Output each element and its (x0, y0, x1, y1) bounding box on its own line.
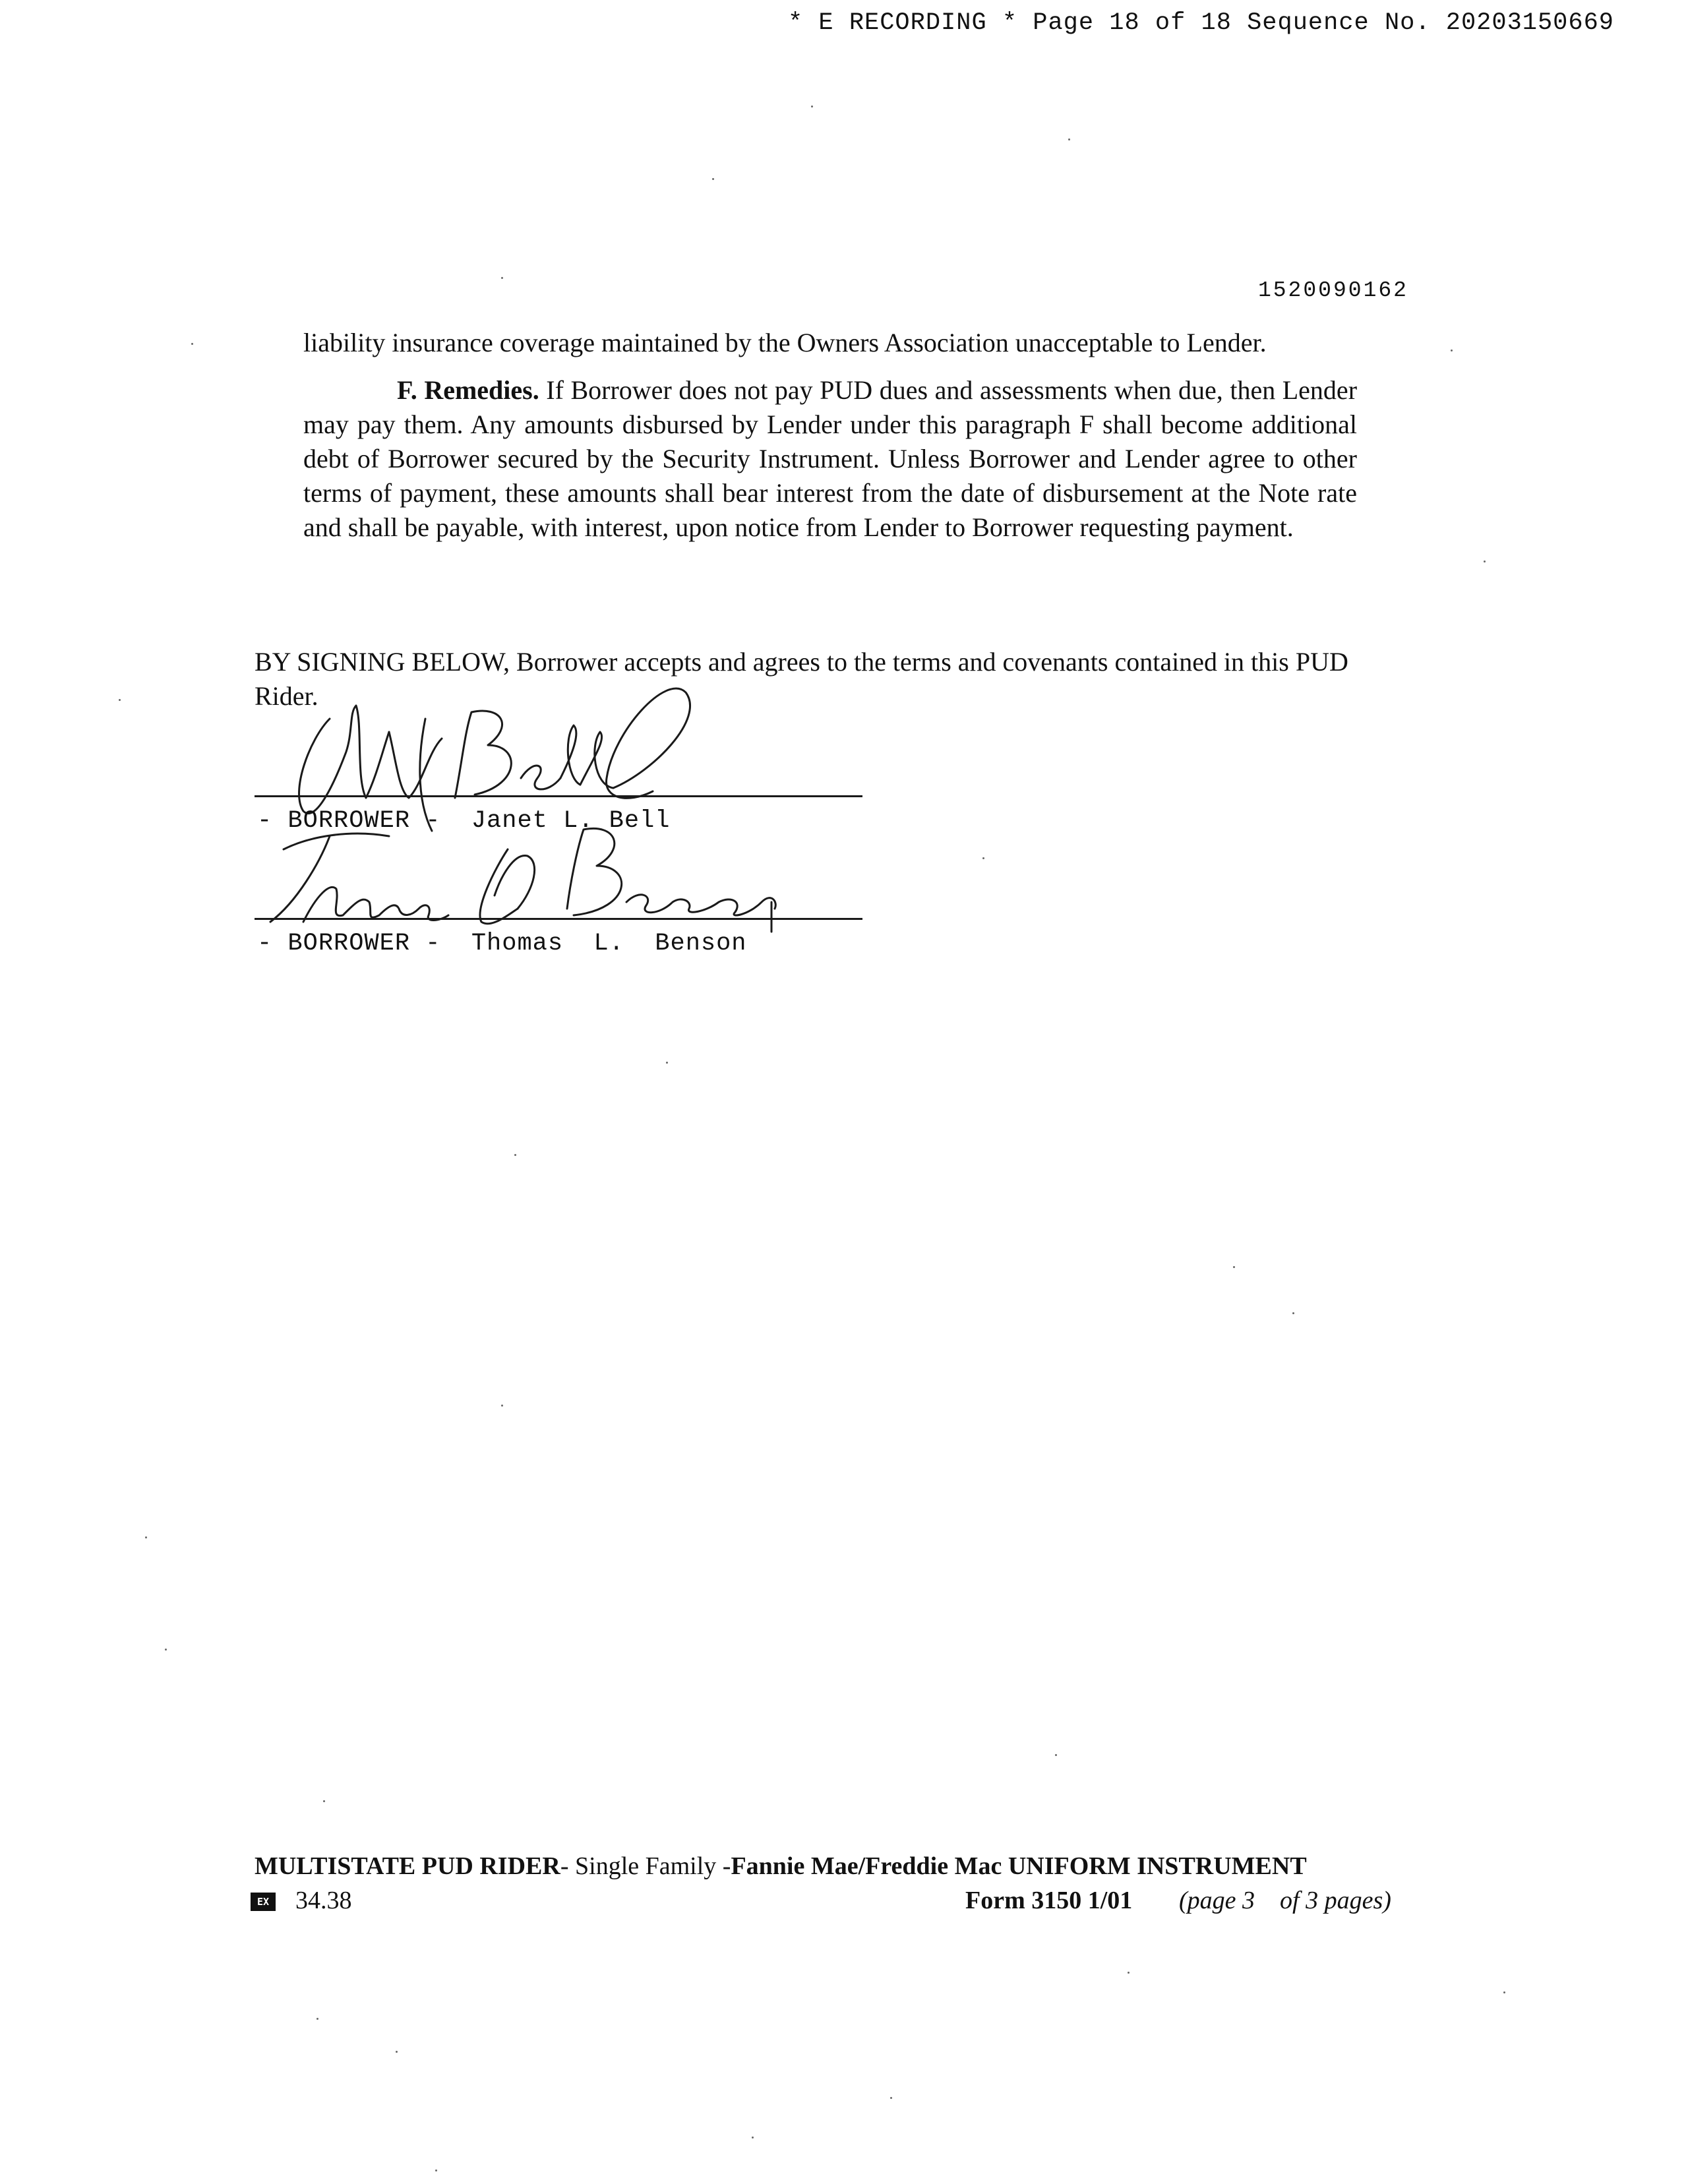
form-title-middle: - Single Family - (560, 1852, 731, 1880)
remedies-text: If Borrower does not pay PUD dues and assessments when due, then Lender may pay them. Any amounts disbursed by Lender under this paragraph F shall become additional debt of Borrower secured by the Security Instrument. Unless Borrower and Lender agree to other terms of payment, these amounts shall bear interest from the date of disbursement at the Note rate and shall be payable, with interest, upon notice from Lender to Borrower requesting payment. (303, 375, 1358, 542)
form-number: Form 3150 1/01 (965, 1887, 1133, 1914)
form-logo-icon: EX (251, 1893, 276, 1911)
form-title (255, 1852, 1307, 1881)
signature-line (255, 918, 862, 920)
recording-header: * E RECORDING * Page 18 of 18 Sequence No. 20203150669 (788, 9, 1614, 37)
continuation-line: liability insurance coverage maintained by the Owners Association unacceptable to Lender. (303, 328, 1267, 357)
form-footer (251, 1886, 1411, 1920)
signature-thomas-benson (257, 810, 798, 942)
loan-number: 1520090162 (1257, 278, 1408, 303)
form-code: 34.38 (295, 1887, 352, 1914)
remedies-paragraph (303, 373, 1357, 545)
borrower-label: - BORROWER - Thomas L. Benson (257, 930, 747, 957)
signature-line (255, 795, 862, 797)
signing-statement: BY SIGNING BELOW, Borrower accepts and agrees to the terms and covenants contained in this PUD Rider. (255, 647, 1348, 711)
form-title-bold: MULTISTATE PUD RIDER (255, 1852, 560, 1880)
remedies-heading: F. Remedies. (397, 375, 539, 405)
page-indicator: (page 3 of 3 pages) (1179, 1887, 1391, 1914)
form-title-end: Fannie Mae/Freddie Mac UNIFORM INSTRUMENT (731, 1852, 1307, 1880)
borrower-label: - BORROWER - Janet L. Bell (257, 807, 671, 835)
